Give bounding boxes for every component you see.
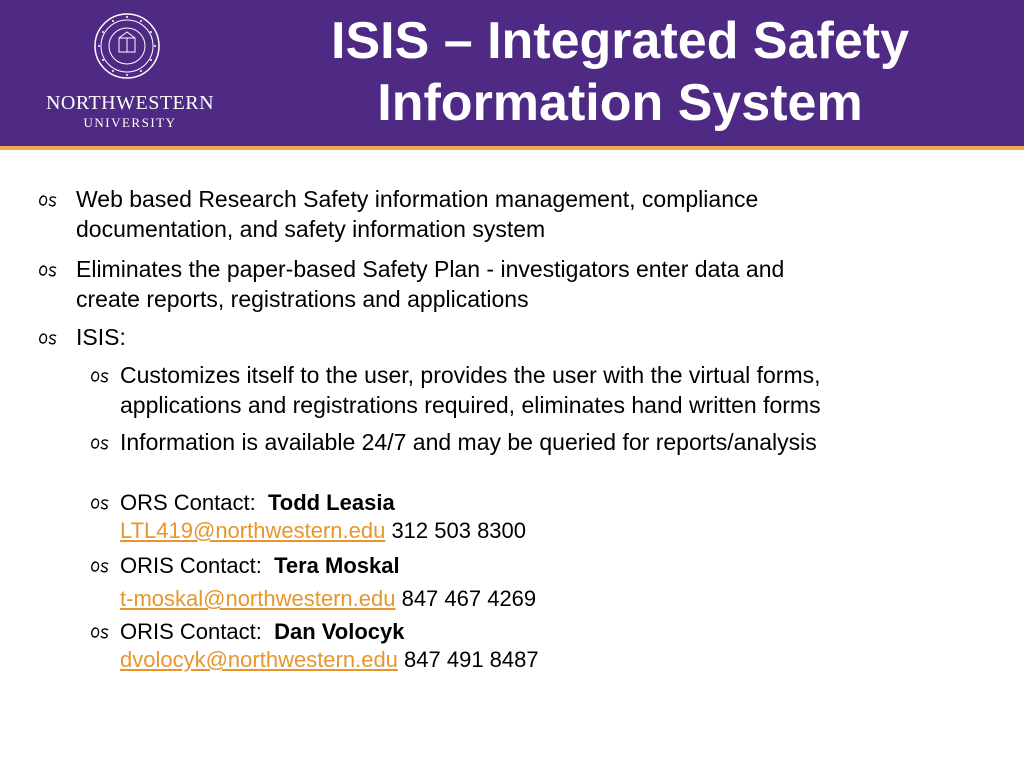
contact-3-label: ORIS Contact:: [120, 619, 262, 644]
bullet-2-line-2: create reports, registrations and applications: [76, 286, 529, 312]
bullet-1-line-1: Web based Research Safety information management, compliance: [76, 186, 759, 212]
slide-title: [240, 10, 1000, 134]
script-os-bullet-icon: [36, 194, 62, 214]
contact-3-phone: 847 491 8487: [404, 647, 539, 672]
bullet-1-line-2: documentation, and safety information system: [76, 216, 546, 242]
title-line-1: ISIS – Integrated Safety: [331, 12, 909, 70]
script-os-bullet-icon: [88, 437, 114, 457]
contact-2-label: ORIS Contact:: [120, 553, 262, 578]
sub-bullet-1-line-2: applications and registrations required, eliminates hand written forms: [120, 392, 821, 418]
university-seal-icon: [93, 12, 161, 80]
sub-bullet-1-line-1: Customizes itself to the user, provides the user with the virtual forms,: [120, 362, 821, 388]
title-line-2: Information System: [377, 74, 863, 132]
header-divider: [0, 146, 1024, 150]
contact-3-name: Dan Volocyk: [274, 619, 405, 644]
northwestern-logo: [30, 12, 230, 137]
contact-2-header: [120, 551, 400, 581]
contact-1-label: ORS Contact:: [120, 490, 256, 515]
script-os-bullet-icon: [88, 560, 114, 580]
contact-2-phone: 847 467 4269: [401, 586, 537, 611]
script-os-bullet-icon: [88, 497, 114, 517]
contact-1-email-link[interactable]: LTL419@northwestern.edu: [120, 518, 386, 543]
contact-2-details: [120, 584, 536, 614]
script-os-bullet-icon: [88, 626, 114, 646]
contact-3-email-link[interactable]: dvolocyk@northwestern.edu: [120, 647, 398, 672]
contact-1-phone: 312 503 8300: [391, 518, 527, 543]
contact-1-name: Todd Leasia: [267, 490, 395, 515]
script-os-bullet-icon: [36, 332, 62, 352]
logo-subtitle: UNIVERSITY: [83, 115, 177, 130]
header-bar: [0, 0, 1024, 146]
contact-2-name: Tera Moskal: [274, 553, 400, 578]
script-os-bullet-icon: [36, 264, 62, 284]
contact-2-email-link[interactable]: t-moskal@northwestern.edu: [120, 586, 396, 611]
bullet-2-line-1: Eliminates the paper-based Safety Plan - investigators enter data and: [76, 256, 785, 282]
contact-3-header: [120, 617, 405, 647]
contact-3-details: [120, 645, 539, 675]
contact-1-details: [120, 516, 526, 546]
script-os-bullet-icon: [88, 370, 114, 390]
contact-1-header: [120, 488, 395, 518]
sub-bullet-2-text: Information is available 24/7 and may be queried for reports/analysis: [120, 429, 817, 455]
bullet-3-text: ISIS:: [76, 324, 126, 350]
logo-wordmark: NORTHWESTERN: [45, 92, 215, 114]
